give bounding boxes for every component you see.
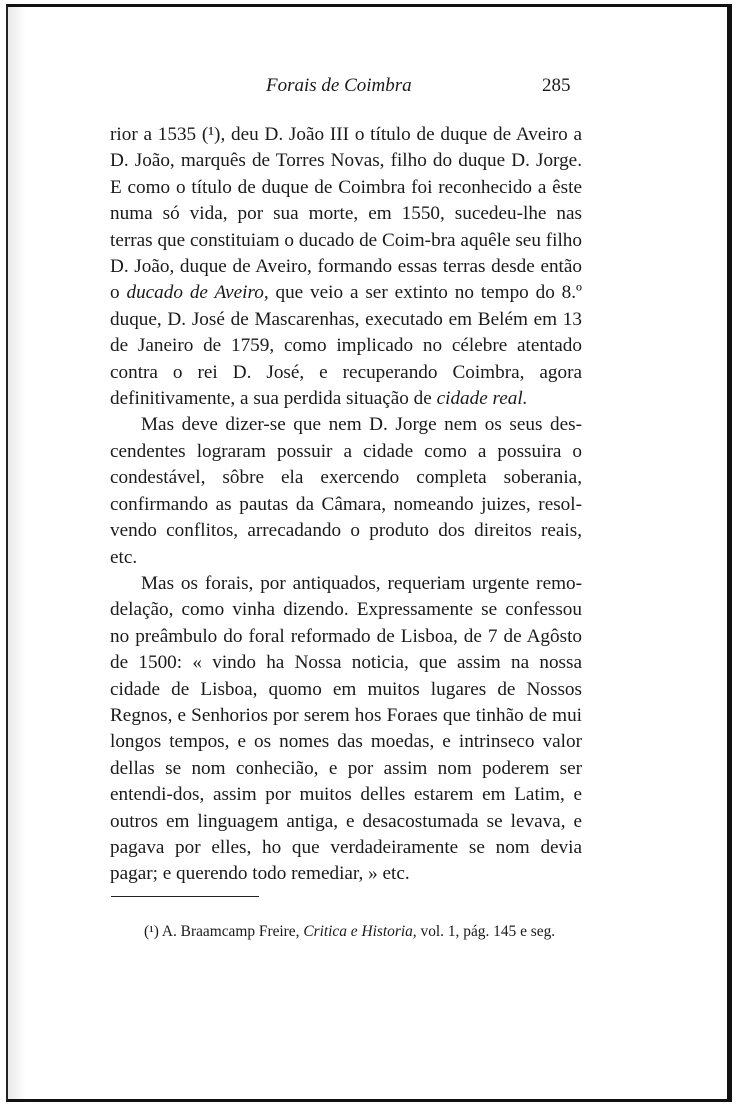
body-text xyxy=(110,122,582,888)
footnote xyxy=(144,922,584,942)
footnote-author: A. Braamcamp Freire, xyxy=(161,923,300,940)
italic-text: cidade real. xyxy=(436,388,528,410)
footnote-work: Critica e Historia, xyxy=(303,923,417,940)
paragraph xyxy=(110,122,582,412)
italic-text: ducado de Aveiro, xyxy=(126,282,269,304)
text-segment: rior a 1535 (¹), deu D. João III o título de duque de Aveiro a D. João, marquês de Torres Novas, filho do duque D. Jorge. E como o título de duque de Coimbra foi reconhecido a êste numa só vida, por sua morte, em 1550, sucedeu-lhe nas terras que constituiam o ducado de Coim-bra aquêle seu filho D. João, duque de Aveiro, formando essas terras desde então o xyxy=(110,124,582,304)
page-number: 285 xyxy=(542,75,571,96)
paragraph xyxy=(110,571,582,888)
footnote-rule xyxy=(111,896,259,897)
text-segment: Mas deve dizer-se que nem D. Jorge nem os seus des-cendentes lograram possuir a cidade como a possuira o condestável, sôbre ela exercendo completa soberania, confirmando as pautas da Câmara, nomeando juizes, resol-vendo conflitos, arrecadando o produto dos direitos reais, etc. xyxy=(110,414,582,568)
paragraph xyxy=(110,412,582,570)
text-segment: Mas os forais, por antiquados, requeriam urgente remo-delação, como vinha dizendo. Expressamente se confessou no preâmbulo do foral reformado de Lisboa, de 7 de Agôsto de 1500: « vindo ha Nossa noticia, que assim na nossa cidade de Lisboa, quomo em muitos lugares de Nossos Regnos, e Senhorios por serem hos Foraes que tinhão de mui longos tempos, e os nomes das moedas, e intrinseco valor dellas se nom conhecião, e por assim nom poderem ser entendi-dos, assim por muitos delles estarem em Latim, e outros em linguagem antiga, e desacostumada se levava, e pagava por elles, ho que verdadeiramente se nom devia pagar; e querendo todo remediar, » etc. xyxy=(110,572,582,885)
footnote-marker: (¹) xyxy=(144,923,159,940)
footnote-citation: vol. 1, pág. 145 e seg. xyxy=(420,923,556,940)
page xyxy=(6,4,732,1102)
running-title: Forais de Coimbra xyxy=(266,75,412,96)
text-segment: que veio a ser extinto no tempo do 8.º duque, D. José de Mascarenhas, executado em Belém em 13 de Janeiro de 1759, como implicado no célebre atentado contra o rei D. José, e recuperando Coimbra, agora definitivamente, a sua perdida situação de xyxy=(110,282,583,410)
